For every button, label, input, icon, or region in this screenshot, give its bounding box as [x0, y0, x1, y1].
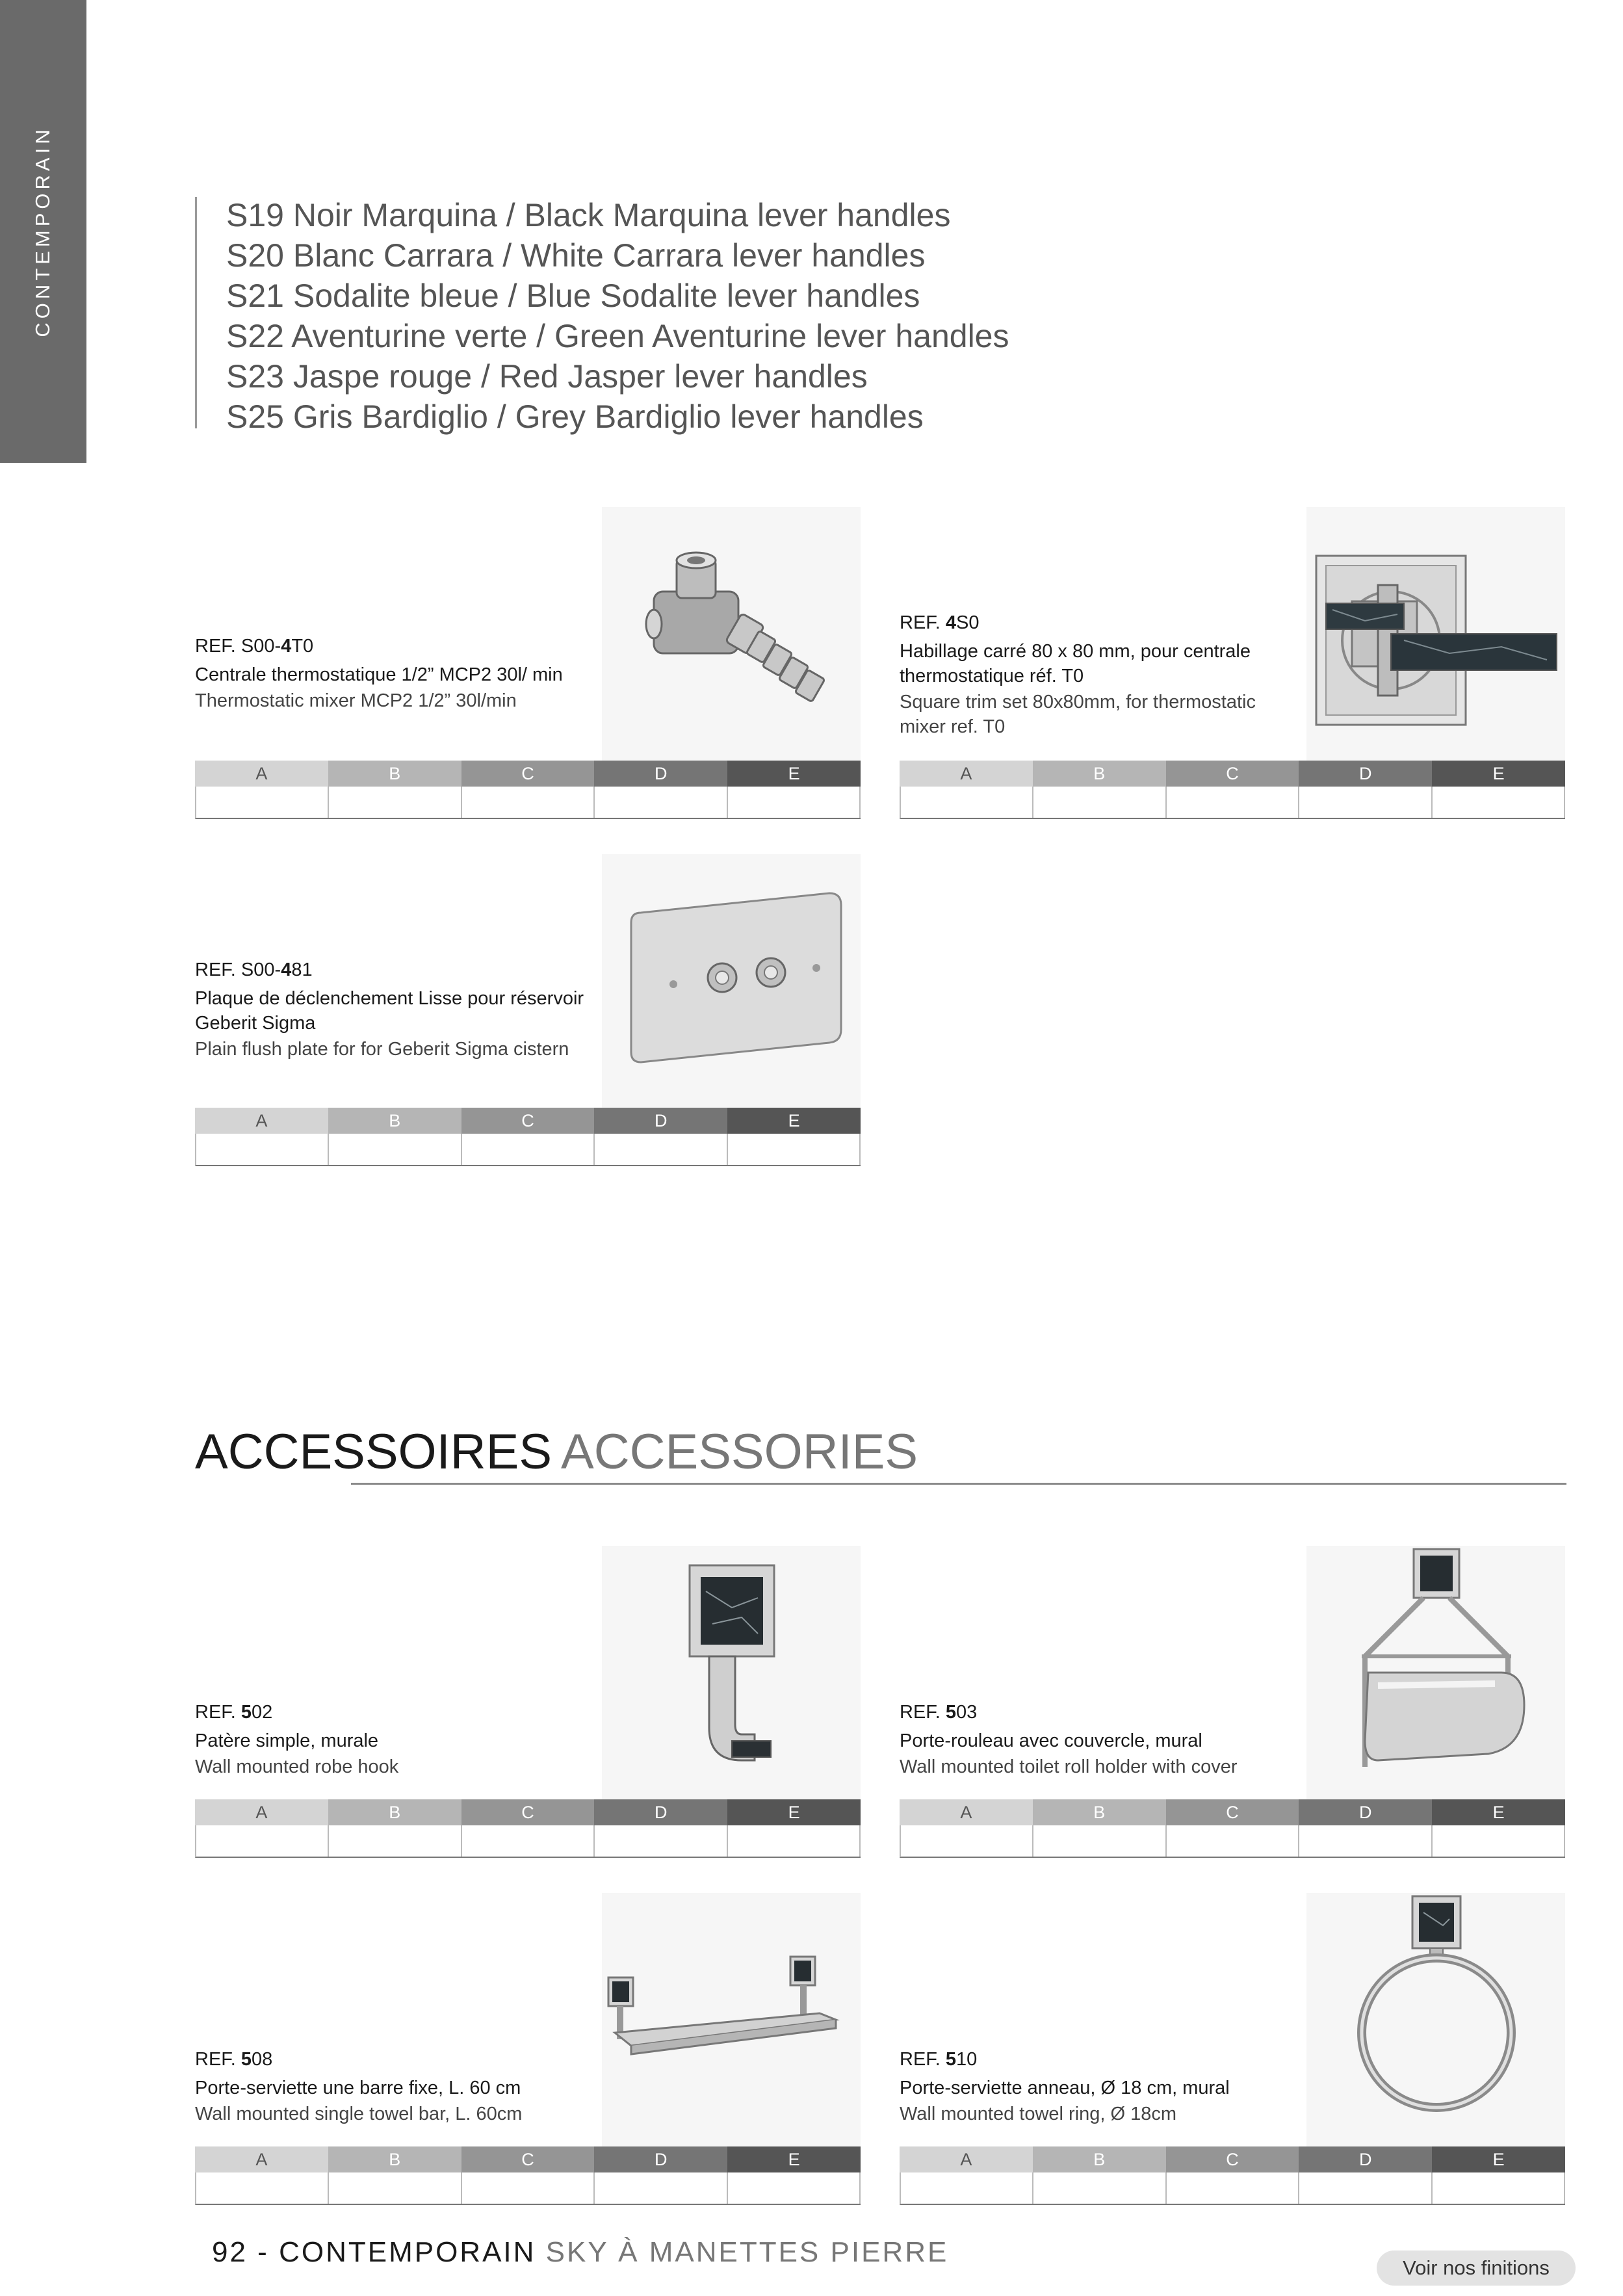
finish-grid — [900, 2146, 1565, 2205]
handle-finish-item: S23 Jaspe rouge / Red Jasper lever handles — [226, 358, 868, 395]
finish-header-b: B — [328, 1799, 461, 1825]
finish-cell — [462, 2172, 595, 2204]
finish-header-d: D — [1299, 2146, 1432, 2172]
finish-cell — [595, 787, 727, 818]
product-card — [900, 1893, 1565, 2205]
product-ref: REF. 502 — [195, 1702, 273, 1723]
finish-header-a: A — [900, 2146, 1033, 2172]
finish-grid-row — [900, 787, 1565, 819]
finish-header-d: D — [1299, 761, 1432, 787]
handle-finish-item: S19 Noir Marquina / Black Marquina lever handles — [226, 197, 951, 233]
section-rule — [351, 1483, 1566, 1485]
finish-header-d: D — [1299, 1799, 1432, 1825]
handle-finish-item: S22 Aventurine verte / Green Aventurine lever handles — [226, 318, 1009, 354]
product-ref: REF. S00-481 — [195, 959, 313, 980]
finish-grid-header — [195, 1108, 861, 1134]
product-text — [195, 2049, 585, 2126]
finish-cell — [196, 1134, 329, 1165]
finish-cell — [462, 1134, 595, 1165]
finish-header-b: B — [328, 761, 461, 787]
finish-cell — [1299, 787, 1432, 818]
product-desc-en: Wall mounted towel ring, Ø 18cm — [900, 2104, 1177, 2124]
finish-cell — [1433, 787, 1565, 818]
product-desc-fr: Plaque de déclenchement Lisse pour réservoir Geberit Sigma — [195, 988, 584, 1034]
finish-grid — [195, 761, 861, 819]
finish-cell — [329, 1134, 461, 1165]
section-title — [195, 1424, 918, 1480]
finish-header-a: A — [900, 761, 1033, 787]
product-desc-fr: Patère simple, murale — [195, 1730, 379, 1751]
handle-finish-item: S21 Sodalite bleue / Blue Sodalite lever handles — [226, 278, 920, 314]
product-image-thermostatic-mixer — [602, 507, 861, 761]
product-text — [900, 612, 1290, 739]
finish-header-c: C — [1166, 1799, 1299, 1825]
finish-cell — [595, 2172, 727, 2204]
product-image-toilet-roll-holder — [1306, 1546, 1565, 1799]
product-desc-fr: Porte-serviette anneau, Ø 18 cm, mural — [900, 2078, 1230, 2098]
finish-header-d: D — [594, 1108, 727, 1134]
finish-grid — [900, 1799, 1565, 1858]
finish-cell — [595, 1825, 727, 1857]
finish-grid-header — [900, 1799, 1565, 1825]
finish-header-a: A — [195, 2146, 328, 2172]
product-desc-fr: Porte-serviette une barre fixe, L. 60 cm — [195, 2078, 521, 2098]
finish-header-d: D — [594, 2146, 727, 2172]
product-image-flush-plate — [602, 854, 861, 1108]
finish-cell — [728, 1134, 861, 1165]
product-text — [900, 2049, 1290, 2126]
product-image-towel-ring — [1306, 1893, 1565, 2146]
finish-cell — [462, 1825, 595, 1857]
finish-cell — [728, 787, 861, 818]
finish-header-e: E — [1432, 1799, 1565, 1825]
finish-cell — [196, 1825, 329, 1857]
finish-header-a: A — [195, 1799, 328, 1825]
finish-cell — [462, 787, 595, 818]
finish-grid-header — [900, 2146, 1565, 2172]
finish-header-b: B — [1033, 1799, 1166, 1825]
product-image-towel-bar — [602, 1893, 861, 2146]
finish-header-a: A — [195, 761, 328, 787]
finish-cell — [901, 2172, 1033, 2204]
product-desc-en: Plain flush plate for for Geberit Sigma cistern — [195, 1039, 569, 1060]
finish-grid-header — [900, 761, 1565, 787]
handle-finish-item: S25 Gris Bardiglio / Grey Bardiglio lever handles — [226, 398, 924, 435]
finish-header-e: E — [727, 2146, 861, 2172]
product-card — [195, 1893, 861, 2205]
finish-grid-row — [195, 787, 861, 819]
finish-cell — [1433, 1825, 1565, 1857]
product-card — [900, 507, 1565, 819]
finish-header-e: E — [1432, 2146, 1565, 2172]
finish-cell — [901, 1825, 1033, 1857]
product-desc-en: Wall mounted single towel bar, L. 60cm — [195, 2104, 523, 2124]
section-title-fr: ACCESSOIRES — [195, 1424, 552, 1480]
product-desc-en: Wall mounted robe hook — [195, 1756, 399, 1777]
footer-model: SKY À MANETTES PIERRE — [545, 2236, 949, 2268]
product-ref: REF. 4S0 — [900, 612, 980, 633]
finish-header-c: C — [1166, 761, 1299, 787]
finish-header-c: C — [461, 2146, 595, 2172]
finish-cell — [1299, 2172, 1432, 2204]
product-desc-en: Wall mounted toilet roll holder with cover — [900, 1756, 1238, 1777]
product-card — [195, 507, 861, 819]
product-card — [195, 854, 861, 1166]
product-image-robe-hook — [602, 1546, 861, 1799]
product-desc-fr: Porte-rouleau avec couvercle, mural — [900, 1730, 1202, 1751]
section-title-en: ACCESSORIES — [561, 1424, 918, 1480]
finish-header-e: E — [727, 761, 861, 787]
view-finishes-button[interactable]: Voir nos finitions — [1377, 2250, 1576, 2286]
finish-grid — [195, 2146, 861, 2205]
finish-cell — [196, 2172, 329, 2204]
product-text — [195, 636, 585, 713]
finish-cell — [595, 1134, 727, 1165]
product-text — [195, 1702, 585, 1779]
page-number: 92 — [212, 2236, 248, 2268]
finish-header-c: C — [1166, 2146, 1299, 2172]
finish-header-d: D — [594, 761, 727, 787]
product-image-square-trim-set — [1306, 507, 1565, 761]
finish-cell — [901, 787, 1033, 818]
finish-cell — [196, 787, 329, 818]
product-ref: REF. S00-4T0 — [195, 636, 314, 657]
finish-cell — [329, 1825, 461, 1857]
product-card — [195, 1546, 861, 1858]
page-footer — [212, 2236, 948, 2269]
finish-grid-header — [195, 2146, 861, 2172]
finish-grid-row — [900, 1825, 1565, 1858]
finish-cell — [329, 2172, 461, 2204]
finish-cell — [1033, 1825, 1166, 1857]
finish-header-d: D — [594, 1799, 727, 1825]
finish-cell — [1433, 2172, 1565, 2204]
finish-header-b: B — [328, 1108, 461, 1134]
product-ref: REF. 510 — [900, 2049, 978, 2070]
finish-grid-row — [195, 2172, 861, 2205]
footer-separator: - — [247, 2236, 279, 2268]
product-desc-en: Thermostatic mixer MCP2 1/2” 30l/min — [195, 690, 517, 711]
finish-grid-header — [195, 761, 861, 787]
finish-cell — [1167, 1825, 1299, 1857]
footer-collection: CONTEMPORAIN — [279, 2236, 536, 2268]
side-tab-label: CONTEMPORAIN — [31, 125, 54, 337]
finish-header-c: C — [461, 1799, 595, 1825]
finish-cell — [1167, 2172, 1299, 2204]
product-card — [900, 1546, 1565, 1858]
finish-grid-row — [195, 1825, 861, 1858]
finish-cell — [1167, 787, 1299, 818]
finish-grid — [900, 761, 1565, 819]
finish-header-c: C — [461, 761, 595, 787]
finish-grid — [195, 1108, 861, 1166]
product-desc-fr: Centrale thermostatique 1/2” MCP2 30l/ min — [195, 664, 563, 685]
intro-rule — [195, 197, 197, 428]
finish-grid-row — [195, 1134, 861, 1166]
handle-finish-list — [226, 195, 1009, 437]
product-text — [900, 1702, 1290, 1779]
finish-cell — [1299, 1825, 1432, 1857]
finish-header-e: E — [727, 1108, 861, 1134]
finish-cell — [728, 2172, 861, 2204]
finish-cell — [1033, 2172, 1166, 2204]
finish-grid-header — [195, 1799, 861, 1825]
finish-header-b: B — [328, 2146, 461, 2172]
product-text — [195, 959, 585, 1062]
side-tab — [0, 0, 86, 463]
finish-header-a: A — [900, 1799, 1033, 1825]
finish-cell — [329, 787, 461, 818]
finish-cell — [1033, 787, 1166, 818]
finish-cell — [728, 1825, 861, 1857]
finish-header-b: B — [1033, 761, 1166, 787]
finish-header-a: A — [195, 1108, 328, 1134]
product-desc-en: Square trim set 80x80mm, for thermostatic mixer ref. T0 — [900, 692, 1256, 737]
finish-header-b: B — [1033, 2146, 1166, 2172]
handle-finish-item: S20 Blanc Carrara / White Carrara lever handles — [226, 237, 926, 274]
finish-grid — [195, 1799, 861, 1858]
finish-grid-row — [900, 2172, 1565, 2205]
product-ref: REF. 503 — [900, 1702, 978, 1723]
finish-header-e: E — [727, 1799, 861, 1825]
finish-header-c: C — [461, 1108, 595, 1134]
finish-header-e: E — [1432, 761, 1565, 787]
product-desc-fr: Habillage carré 80 x 80 mm, pour centrale thermostatique réf. T0 — [900, 641, 1251, 686]
product-ref: REF. 508 — [195, 2049, 273, 2070]
